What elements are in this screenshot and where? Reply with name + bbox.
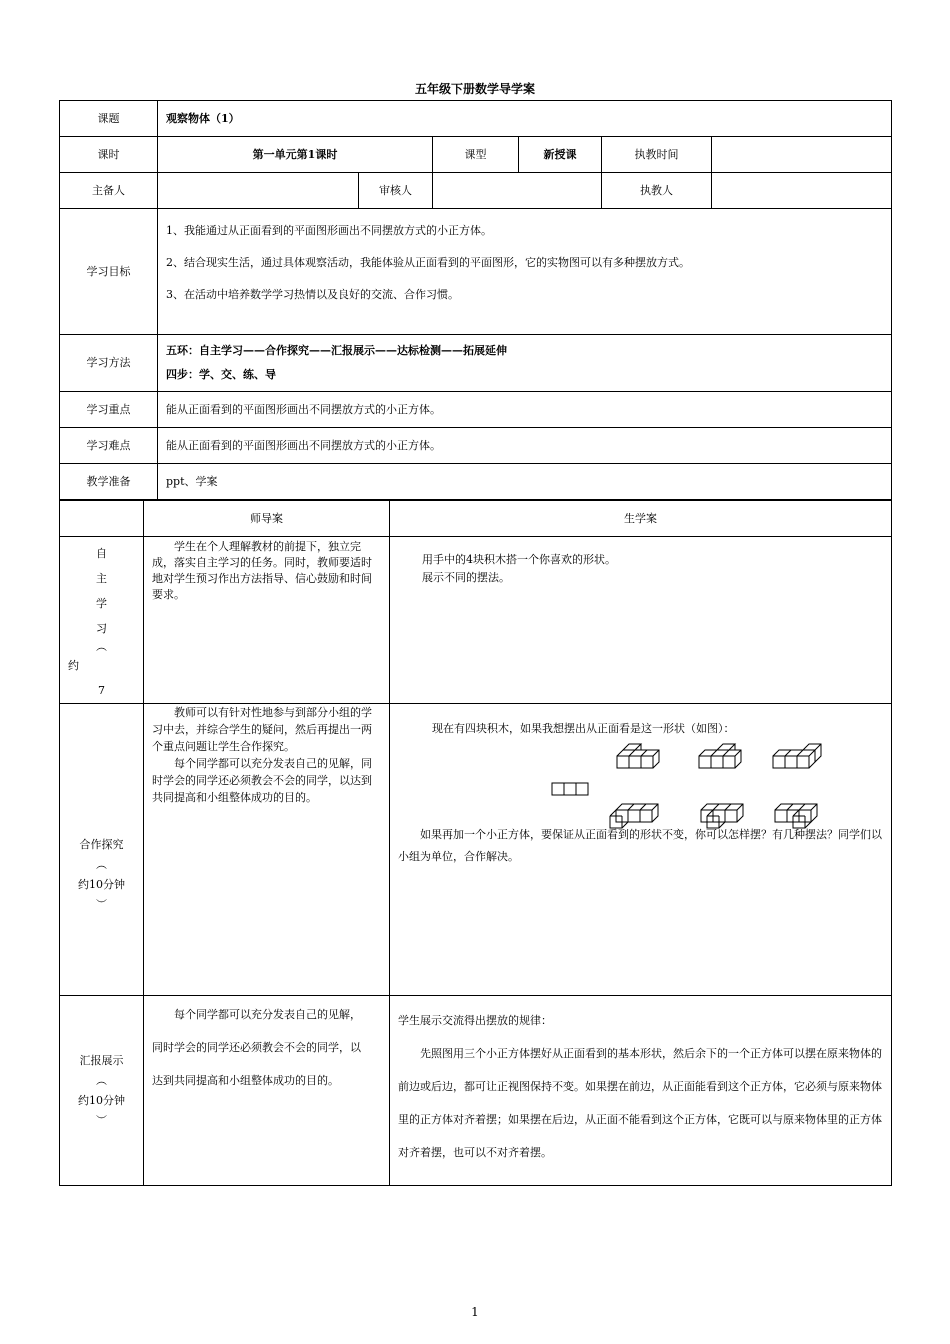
preparation-value: ppt、学案 <box>158 464 892 500</box>
page-number: 1 <box>471 1305 479 1319</box>
student-line: 用手中的4块积木搭一个你喜欢的形状。 <box>422 553 616 566</box>
difficulty-label: 学习难点 <box>60 428 158 464</box>
stage-text: ︵ <box>96 1073 107 1087</box>
teacher-guide-cooperation <box>144 704 390 996</box>
teacher-line: 达到共同提高和小组整体成功的目的。 <box>152 1074 339 1087</box>
topic-value: 观察物体（1） <box>158 101 892 137</box>
stage-text: 约10分钟 <box>78 877 125 891</box>
teacher-guide-self-study: 学生在个人理解教材的前提下，独立完成，落实自主学习的任务。同时，教师要适时地对学生预习作出方法指导、信心鼓励和时间要求。 <box>144 537 390 704</box>
method-line: 五环：自主学习——合作探究——汇报展示——达标检测——拓展延伸 <box>166 344 507 357</box>
student-intro: 学生展示交流得出摆放的规律： <box>398 1014 552 1027</box>
document-title: 五年级下册数学导学案 <box>414 82 535 96</box>
preparer-value <box>158 173 359 209</box>
type-label: 课型 <box>433 137 519 173</box>
teacher-value <box>712 173 892 209</box>
teacher-line: 每个同学都可以充分发表自己的见解， <box>174 1008 361 1021</box>
student-intro: 现在有四块积木，如果我想摆出从正面看是这一形状（如图）： <box>432 722 735 735</box>
method-value <box>158 335 892 392</box>
teacher-paragraph: 教师可以有针对性地参与到部分小组的学习中去，并综合学生的疑问，然后再提出一两个重点问题让学生合作探究。 <box>152 706 372 753</box>
goal-item: 2、结合现实生活，通过具体观察活动，我能体验从正面看到的平面图形，它的实物图可以有多种摆放方式。 <box>166 255 690 269</box>
plan-table <box>59 500 892 1186</box>
stage-text: ︵ <box>96 857 107 871</box>
student-guide-self-study <box>390 537 892 704</box>
method-line: 四步：学、交、练、导 <box>166 368 276 381</box>
goal-item: 1、我能通过从正面看到的平面图形画出不同摆放方式的小正方体。 <box>166 223 492 237</box>
difficulty-value: 能从正面看到的平面图形画出不同摆放方式的小正方体。 <box>158 428 892 464</box>
stage-char: ︵ <box>96 640 107 653</box>
type-value: 新授课 <box>519 137 602 173</box>
stage-char: 约 <box>68 659 79 672</box>
student-question: 如果再加一个小正方体，要保证从正面看到的形状不变，你可以怎样摆？有几种摆法？同学们以小组为单位，合作解决。 <box>398 828 882 863</box>
teacher-column-header: 师导案 <box>144 501 390 537</box>
student-line: 展示不同的摆法。 <box>422 571 510 584</box>
goals-label: 学习目标 <box>60 209 158 335</box>
stage-cooperation <box>60 704 144 996</box>
time-label: 执教时间 <box>602 137 712 173</box>
stage-text: 合作探究 <box>79 837 124 851</box>
time-value <box>712 137 892 173</box>
stage-char: 学 <box>96 597 107 610</box>
student-column-header: 生学案 <box>390 501 892 537</box>
stage-char: 习 <box>96 622 107 635</box>
reviewer-label: 审核人 <box>359 173 433 209</box>
stage-text: ︶ <box>96 897 107 911</box>
header-table <box>59 100 892 500</box>
period-value: 第一单元第1课时 <box>158 137 433 173</box>
stage-char: 自 <box>96 547 107 560</box>
stage-text: ︶ <box>96 1113 107 1127</box>
stage-self-study <box>60 537 144 704</box>
key-point-value: 能从正面看到的平面图形画出不同摆放方式的小正方体。 <box>158 392 892 428</box>
stage-text: 约10分钟 <box>78 1093 125 1107</box>
goals-list <box>158 209 892 335</box>
stage-report <box>60 996 144 1186</box>
teacher-paragraph: 每个同学都可以充分发表自己的见解，同时学会的同学还必须教会不会的同学，以达到共同提高和小组整体成功的目的。 <box>152 757 372 804</box>
cube-arrangement-2 <box>699 744 741 768</box>
cube-arrangement-3 <box>773 744 821 768</box>
student-body: 先照图用三个小正方体摆好从正面看到的基本形状，然后余下的一个正方体可以摆在原来物体的前边或后边，都可让正视图保持不变。如果摆在前边，从正面能看到这个正方体，它必须与原来物体里的正方体对齐着摆；如果摆在后边，从正面不能看到这个正方体，它既可以与原来物体里的正方体对齐着摆，也可以不对齐着摆。 <box>398 1047 882 1159</box>
stage-char: 7 <box>98 684 105 697</box>
preparer-label: 主备人 <box>60 173 158 209</box>
method-label: 学习方法 <box>60 335 158 392</box>
reviewer-value <box>433 173 602 209</box>
cube-arrangement-1 <box>617 744 659 768</box>
preparation-label: 教学准备 <box>60 464 158 500</box>
teacher-guide-report <box>144 996 390 1186</box>
topic-label: 课题 <box>60 101 158 137</box>
period-label: 课时 <box>60 137 158 173</box>
student-guide-cooperation <box>390 704 892 996</box>
student-guide-report <box>390 996 892 1186</box>
stage-char: 主 <box>96 572 107 585</box>
teacher-label: 执教人 <box>602 173 712 209</box>
stage-text: 汇报展示 <box>79 1053 124 1067</box>
teacher-line: 同时学会的同学还必须教会不会的同学，以 <box>152 1041 361 1054</box>
key-point-label: 学习重点 <box>60 392 158 428</box>
front-view-figure <box>552 783 588 795</box>
cube-figures <box>390 704 890 834</box>
goal-item: 3、在活动中培养数学学习热情以及良好的交流、合作习惯。 <box>166 287 459 301</box>
